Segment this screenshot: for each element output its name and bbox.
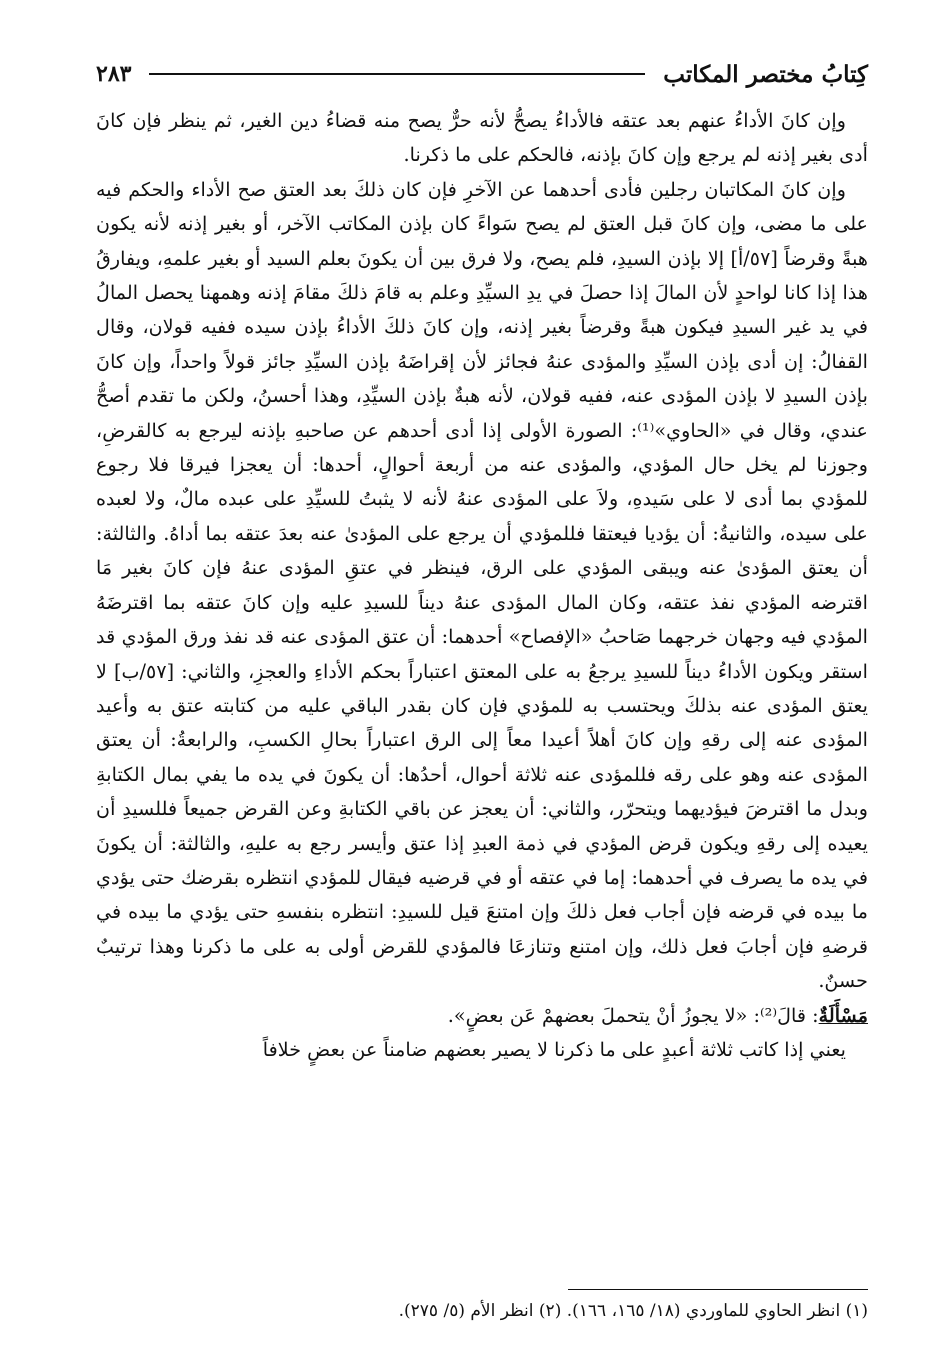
book-title: كِتابُ مختصر المكاتب [663, 60, 868, 88]
paragraph: وإن كانَ المكاتبان رجلين فأدى أحدهما عن الآخرِ فإن كان ذلكَ بعد العتق صح الأداء والحكم فيه على ما مضى، وإن كانَ قبل العتق لم يصح سَواءً كان بإذن المكاتب الآخر، أو بغير إذنه لأنه يكون هبةً وقرضاً [٥٧/أ] إلا بإذن السيدِ، فلم يصح، ولا فرق بين أن يكونَ بعلم السيد أو بغير علمهِ، ويفارقُ هذا إذا كانا لواحدٍ لأن المالَ إذا حصلَ في يدِ السيِّدِ وعلم به قامَ ذلكَ مقامَ إذنه وهمهنا يحصل المالُ في يد غير السيدِ فيكون هبةً وقرضاً بغير إذنه، وإن كانَ ذلكَ الأداءُ بإذن سيده ففيه قولان، وقال القفالُ: إن أدى بإذن السيِّدِ والمؤدى عنهُ فجائز لأن إقراضَهُ بإذن السيِّدِ جائز قولاً واحداً، وإن كانَ بإذن السيدِ لا بإذن المؤدى عنه، ففيه قولان، لأنه هبةٌ بإذن السيِّدِ، وهذا أحسنُ، ولكن ما تقدم أصحُّ عندي، وقال في «الحاوي»⁽¹⁾: الصورة الأولى إذا أدى أحدهم عن صاحبهِ بإذنه ليرجع به كالقرضِ، وجوزنا لم يخل حال المؤدي، والمؤدى عنه من أربعة أحوالٍ، أحدها: أن يعجزا فيرقا فلا رجوع للمؤدي بما أدى لا على سَيدهِ، ولاَ على المؤدى عنهُ لأنه لا يثبتُ للسيِّدِ على عبده مالٌ، ولا لعبده على سيده، والثانيةُ: أن يؤديا فيعتقا فللمؤدي أن يرجع على المؤدىٰ عنه بعدَ عتقه بما أداهُ. والثالثة: أن يعتق المؤدىٰ عنه ويبقى المؤدي على الرق، فينظر في عتقِ المؤدى عنهُ فإن كانَ بغير مَا اقترضه المؤدي نفذ عتقه، وكان المال المؤدى عنهُ ديناً للسيدِ عليه وإن كانَ عتقه بما اقترضَهُ المؤدي فيه وجهان خرجهما صَاحبُ «الإفصاح» أحدهما: أن عتق المؤدى عنه قد نفذ ورق المؤدي قد استقر ويكون الأداءُ ديناً للسيدِ يرجعُ به على المعتق اعتباراً بحكم الأداءِ والعجزِ، والثاني: [٥٧/ب] لا يعتق المؤدى عنه بذلكَ ويحتسب به للمؤدي فإن كان بقدر الباقي عليه من كتابته عتق به وأعيد المؤدى عنه إلى رقهِ وإن كانَ أهلاً أعيدا معاً إلى الرق اعتباراً بحالِ الكسبِ، والرابعةُ: أن يعتق المؤدى عنه وهو على رقه فللمؤدى عنه ثلاثة أحوال، أحدُها: أن يكونَ في يده ما يفي بمال الكتابةِ وبدل ما اقترضَ فيؤديهما ويتحرّر، والثاني: أن يعجز عن باقي الكتابةِ وعن القرض جميعاً فللسيدِ أن يعيده إلى رقهِ ويكون قرض المؤدي في ذمة العبدِ إذا عتق وأيسر رجع به عليهِ، والثالثة: أن يكونَ في يده ما يصرف في أحدهما: إما في عتقه أو في قرضيه فيقال للمؤدي انتظره بقرضك حتى يؤدي ما بيده في قرضه فإن أجاب فعل ذلكَ وإن امتنعَ قيل للسيدِ: انتظره بنفسهِ حتى يؤدي ما بيده في قرضهِ فإن أجابَ فعل ذلك، وإن امتنع وتنازعَا فالمؤدي للقرض أولى به على ما ذكرنا وهذا ترتيبٌ حسنٌ. [96, 177, 869, 993]
page-number: ٢٨٣ [96, 61, 132, 87]
page-header [96, 52, 868, 96]
paragraph: يعني إذا كاتب ثلاثة أعبدٍ على ما ذكرنا لا يصير بعضهم ضامناً عن بعضٍ خلافاً [262, 1037, 846, 1061]
footnote-divider [568, 1289, 868, 1290]
paragraph: وإن كانَ الأداءُ عنهم بعد عتقه فالأداءُ يصحُّ لأنه حرٌّ يصح منه قضاءُ دين الغير، ثم ينظر فإن كانَ أدى بغير إذنه لم يرجع وإن كانَ بإذنه، فالحكم على ما ذكرنا. [96, 109, 868, 167]
header-rule [149, 73, 645, 75]
masala-text: : قالَ⁽²⁾: «لا يجوزُ أنْ يتحملَ بعضهمْ عَن بعضٍ». [447, 1003, 819, 1027]
body-text [96, 104, 868, 1067]
masala-paragraph [96, 999, 868, 1033]
footnotes: (١) انظر الحاوي للماوردي (١٨/ ١٦٥، ١٦٦). (٢) انظر الأم (٥/ ٢٧٥). [398, 1301, 868, 1321]
masala-label: مَسْأَلَةٌ [818, 1003, 868, 1027]
